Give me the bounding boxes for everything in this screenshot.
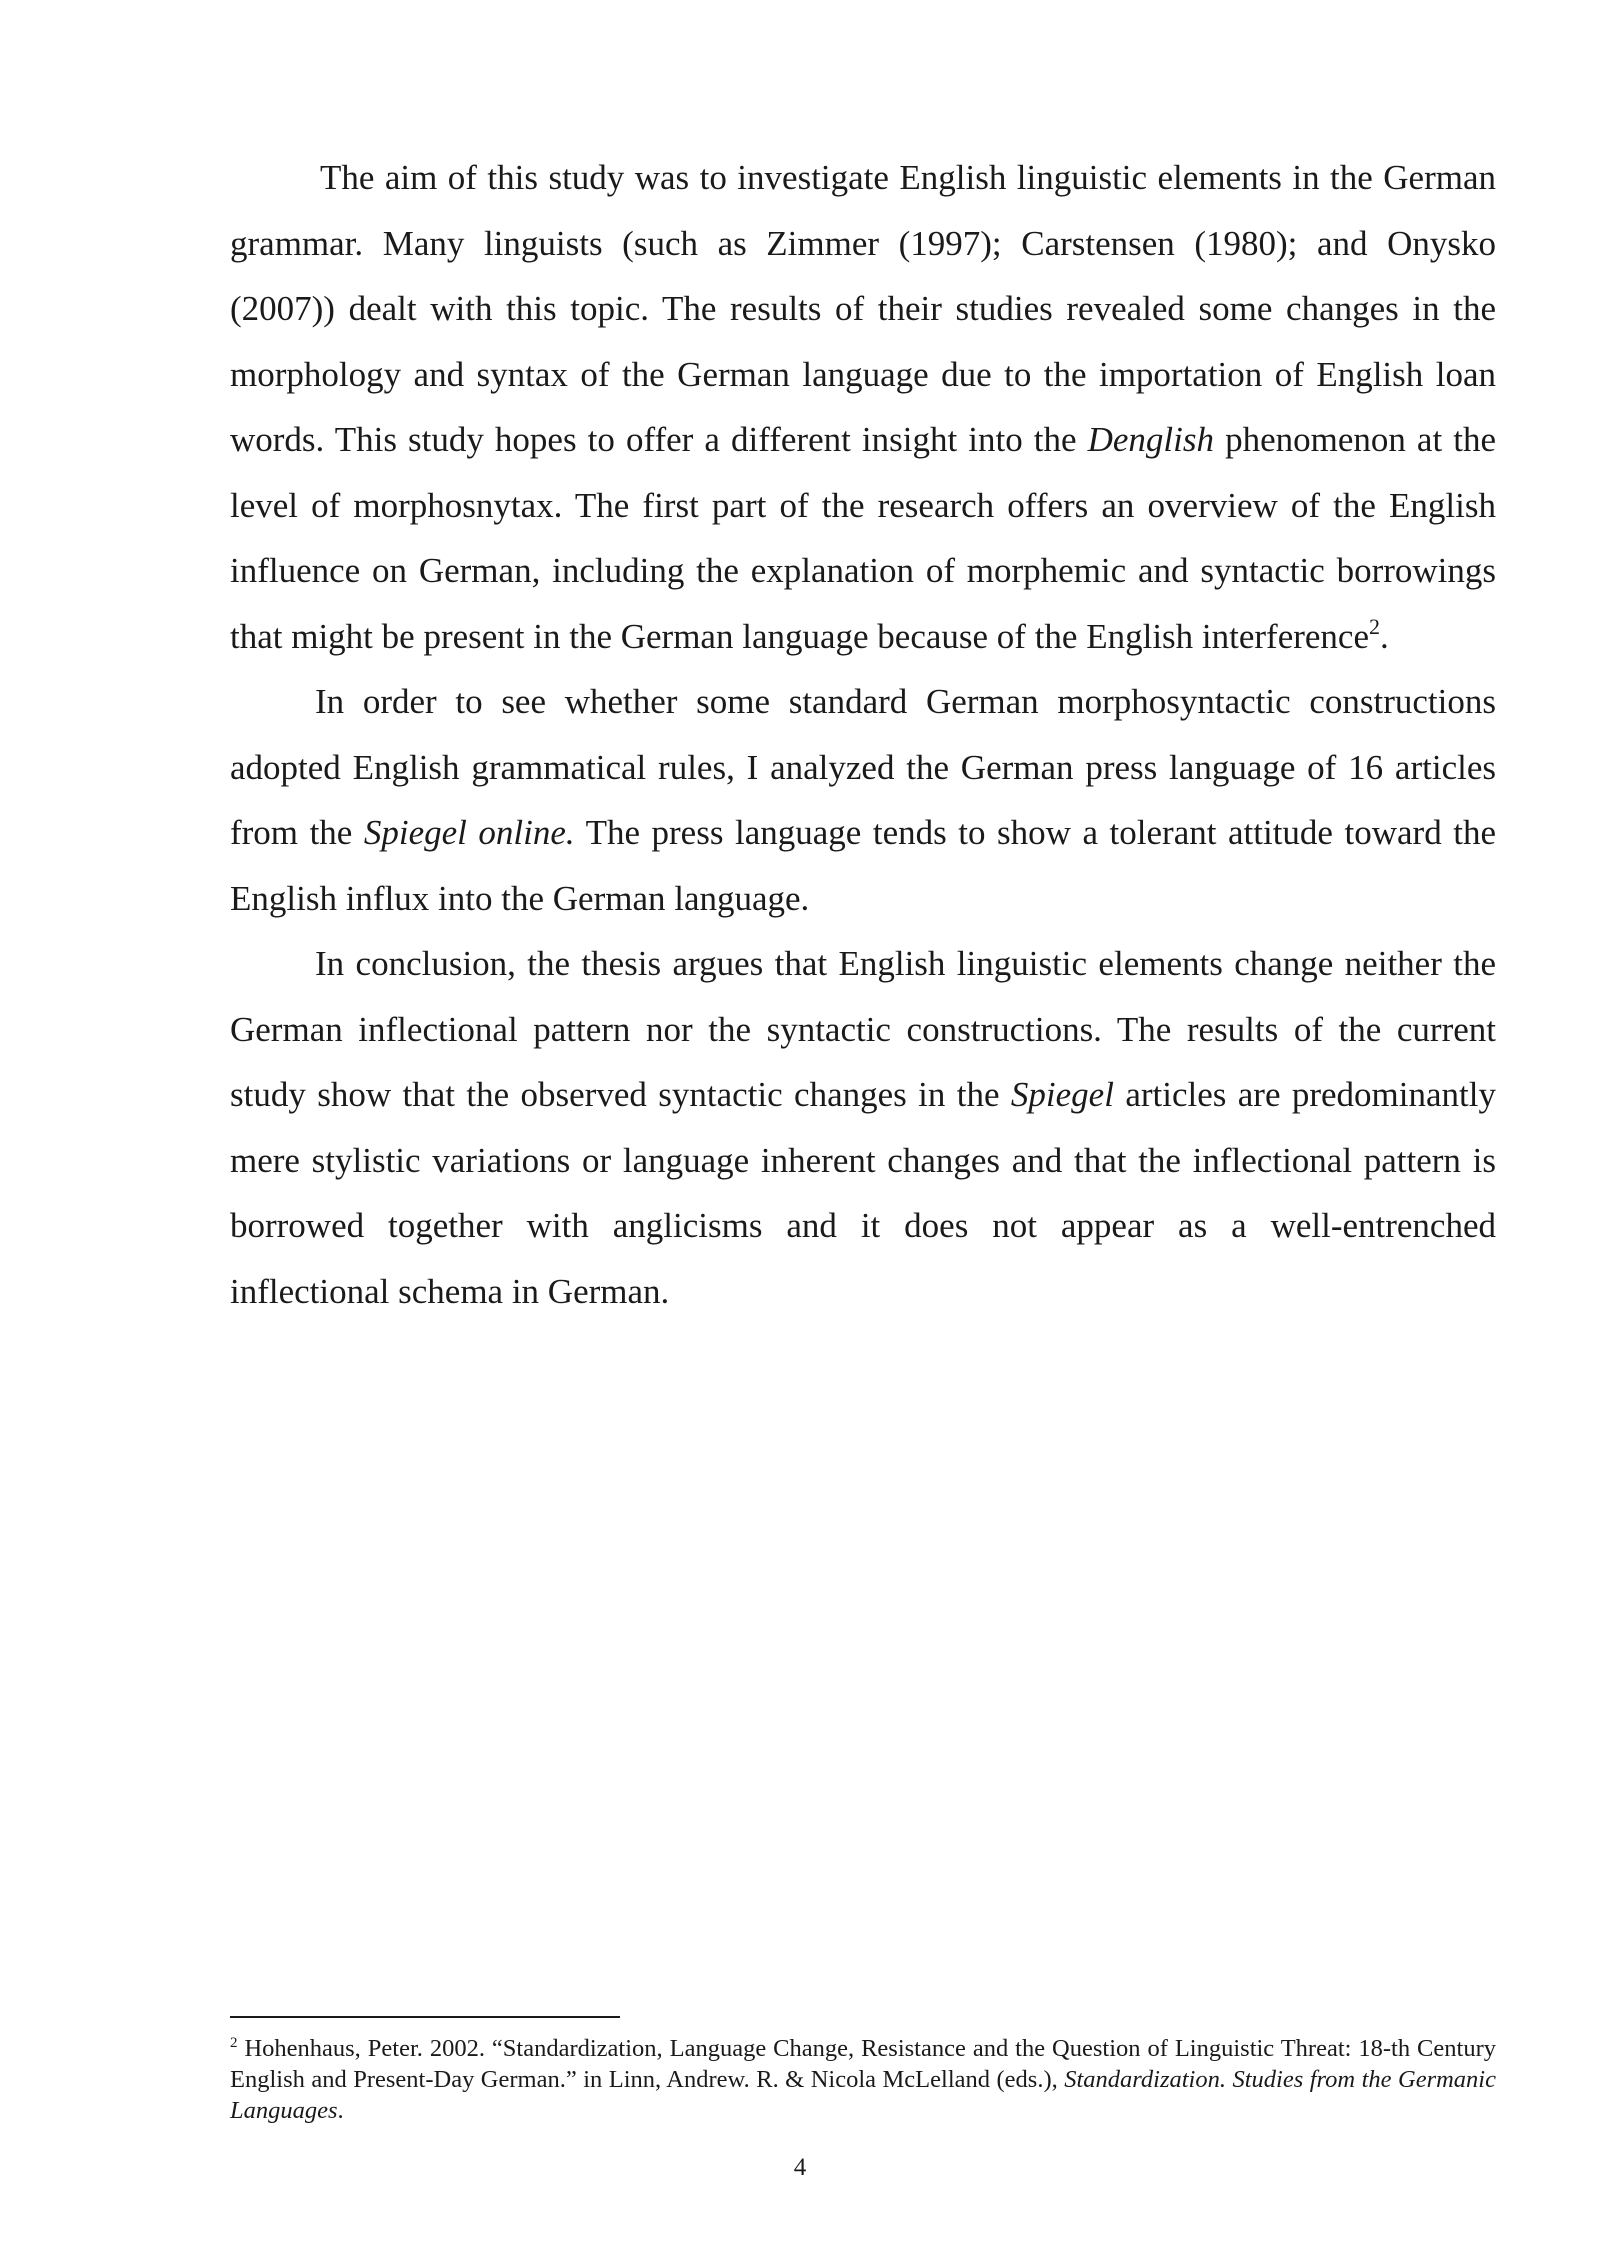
footnote-italic-title: Standardization. Studies from the Germanic Languages <box>230 2066 1496 2124</box>
italic-term-denglish: Denglish <box>1087 420 1214 459</box>
italic-term-spiegel: Spiegel <box>1010 1075 1114 1114</box>
page-number: 4 <box>793 2154 807 2181</box>
footnote-text: Hohenhaus, Peter. 2002. “Standardization, Language Change, Resistance and the Question of Linguistic Threat: 18-th Century English and Present-Day German.” in Linn, Andrew. R. & Nicola McLelland (eds.), <box>230 2035 1496 2093</box>
footnote <box>230 2033 1496 2126</box>
paragraph-text: In conclusion, the thesis argues that English linguistic elements change neither the German inflectional pattern nor the syntactic constructions. The results of the current study show that the observed syntactic changes in the <box>230 944 1496 1114</box>
main-text <box>230 145 1496 1324</box>
paragraph-text: The aim of this study was to investigate English linguistic elements in the German grammar. Many linguists (such as Zimmer (1997); Carstensen (1980); and Onysko (2007)) dealt with this topic. The results of their studies revealed some changes in the morphology and syntax of the German language due to the importation of English loan words. This study hopes to offer a different insight into the <box>230 158 1496 459</box>
paragraph-text: phenomenon at the level of morphosnytax. The first part of the research offers an overview of the English influence on German, including the explanation of morphemic and syntactic borrowings that might be present in the German language because of the English interference <box>230 420 1497 656</box>
footnote-separator <box>230 2016 620 2018</box>
footnote-marker: 2 <box>230 2035 238 2051</box>
paragraph-text: . <box>1380 616 1389 656</box>
paragraph-method <box>230 669 1496 931</box>
footnote-text: . <box>337 2097 344 2124</box>
paragraph-text: In order to see whether some standard German morphosyntactic constructions adopted English grammatical rules, I analyzed the German press language of 16 articles from the <box>230 682 1496 852</box>
paragraph-text: The press language tends to show a tolerant attitude toward the English influx into the German language. <box>230 813 1496 918</box>
footnote-reference[interactable]: 2 <box>1369 613 1381 639</box>
paragraph-study-aim <box>230 145 1496 669</box>
italic-term-spiegel-online: Spiegel online. <box>363 813 575 852</box>
paragraph-conclusion <box>230 931 1496 1324</box>
paragraph-text: articles are predominantly mere stylistic variations or language inherent changes and that the inflectional pattern is borrowed together with anglicisms and it does not appear as a well-entrenched inflectional schema in German. <box>230 1075 1496 1311</box>
